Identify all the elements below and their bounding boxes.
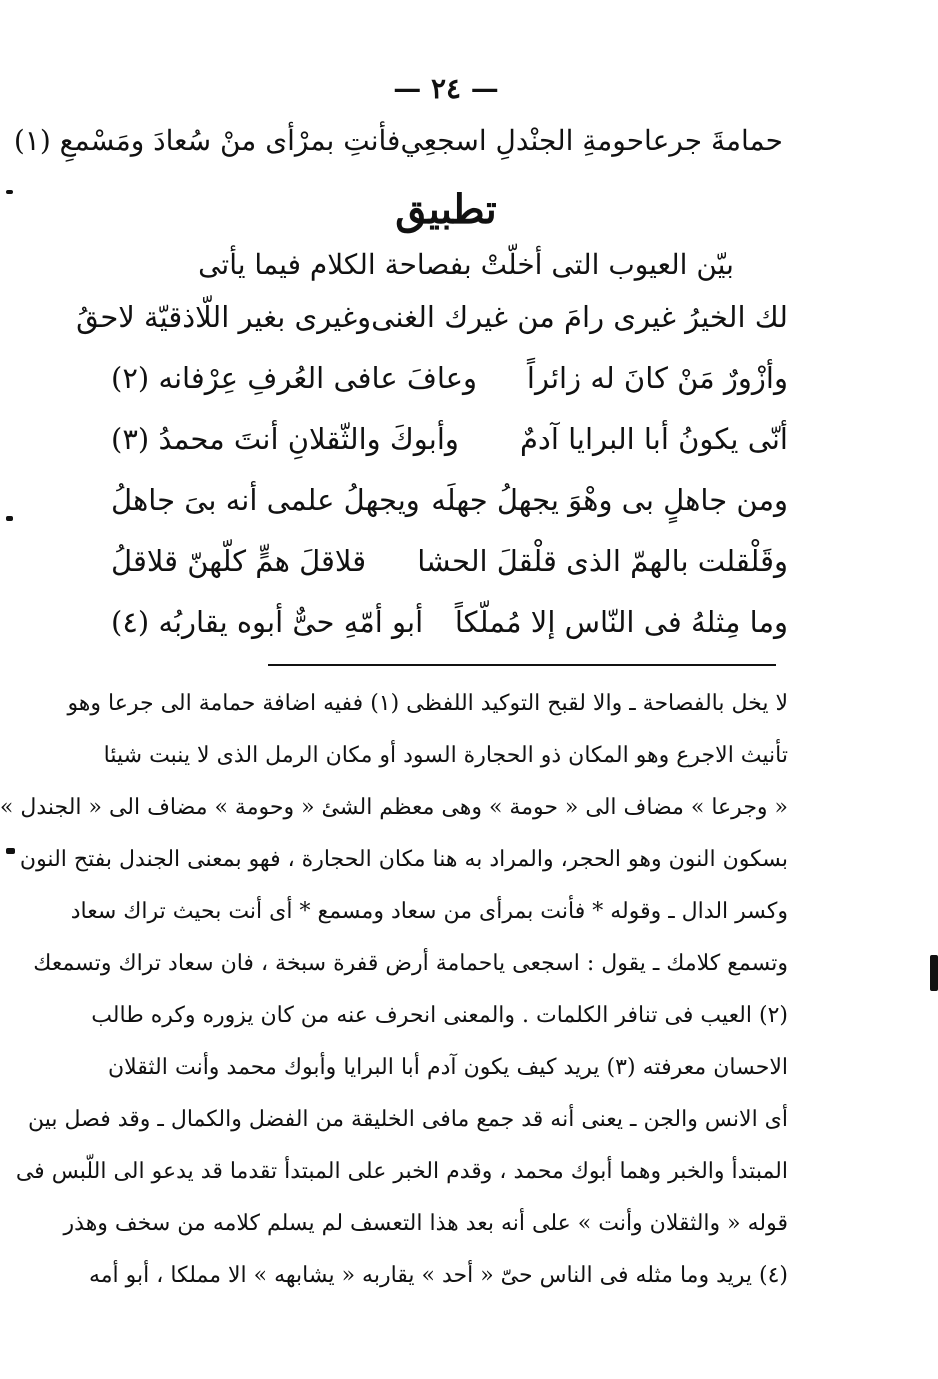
verse-list	[76, 300, 788, 666]
footnote-line: المبتدأ والخبر وهما أبوك محمد ، وقدم الخبر على المبتدأ تقدما قد يدعو الى اللّبس فى	[15, 1159, 788, 1184]
footnote-line: تأنيث الاجرع وهو المكان ذو الحجارة السود أو مكان الرمل الذى لا ينبت شيئا	[103, 743, 788, 768]
footnote-line: وتسمع كلامك ـ يقول : اسجعى ياحمامة أرض قفرة سبخة ، فان سعاد تراك وتسمعك	[33, 951, 788, 976]
footnote-line: لا يخل بالفصاحة ـ والا لقبح التوكيد اللفظى (١) ففيه اضافة حمامة الى جرعا وهو	[67, 691, 788, 716]
exercise-instruction: بيّن العيوب التى أخلّتْ بفصاحة الكلام فيما يأتى	[198, 248, 734, 281]
verse-second-hemistich: قلاقلَ همٍّ كلّهنّ قلاقلُ	[111, 544, 367, 578]
footnote-line: قوله « والثقلان وأنت » على أنه بعد هذا التعسف لم يسلم كلامه من سخف وهذر	[63, 1211, 788, 1236]
verse-second-hemistich: أبو أمّهِ حىٌّ أبوه يقاربُه (٤)	[111, 605, 424, 639]
margin-mark-right	[930, 955, 938, 991]
margin-mark-left-3	[6, 848, 15, 854]
verse-row	[76, 300, 788, 346]
verse-second-hemistich: وعافَ عافى العُرفِ عِرْفانه (٢)	[111, 361, 478, 395]
verse-row	[111, 361, 788, 407]
verse-first-hemistich: وما مِثلهُ فى النّاس إلا مُملّكاً	[454, 605, 788, 639]
footnotes	[0, 678, 788, 1302]
footnote-line: الاحسان معرفته (٣) يريد كيف يكون آدم أبا البرايا وأبوك محمد وأنت الثقلان	[108, 1055, 788, 1080]
verse-second-hemistich: وأبوكَ والثّقلانِ أنتَ محمدُ (٣)	[111, 422, 459, 456]
opening-verse	[13, 124, 783, 170]
opening-verse-second-hemistich: فأنتِ بمرْأى منْ سُعادَ ومَسْمعِ (١)	[13, 124, 401, 157]
verse-row	[111, 605, 788, 651]
footnote-line: بسكون النون وهو الحجر، والمراد به هنا مكان الحجارة ، فهو بمعنى الجندل بفتح النون	[19, 847, 788, 872]
footnote-line: وكسر الدال ـ وقوله * فأنت بمرأى من سعاد ومسمع * أى أنت بحيث تراك سعاد	[70, 899, 788, 924]
footnote-line: (٤) يريد وما مثله فى الناس حىّ « أحد » يقاربه « يشابهه » الا مملكا ، أبو أمه	[88, 1263, 788, 1288]
section-title: تطبيق	[395, 186, 497, 233]
verse-first-hemistich: وأزْورٌ مَنْ كانَ له زائراً	[526, 361, 788, 395]
footnote-line: (٢) العيب فى تنافر الكلمات . والمعنى انحرف عنه من كان يزوره وكره طالب	[91, 1003, 788, 1028]
verse-row	[111, 544, 788, 590]
verse-second-hemistich: ويجهلُ علمى أنه بىَ جاهلُ	[111, 483, 420, 517]
verse-row	[111, 483, 788, 529]
opening-verse-first-hemistich: حمامةَ جرعاحومةِ الجنْدلِ اسجعِي	[400, 124, 783, 157]
footnote-separator	[268, 664, 776, 666]
footnote-line: أى الانس والجن ـ يعنى أنه قد جمع مافى الخليقة من الفضل والكمال ـ وقد فصل بين	[27, 1107, 788, 1132]
verse-first-hemistich: وقَلْقلت بالهمّ الذى قلْقلَ الحشا	[417, 544, 788, 578]
verse-first-hemistich: ومن جاهلٍ بى وهْوَ يجهلُ جهلَه	[431, 483, 788, 517]
verse-row	[111, 422, 788, 468]
margin-mark-left-2	[6, 516, 13, 521]
page-number: — ٢٤ —	[393, 72, 499, 105]
footnote-line: « وجرعا » مضاف الى « حومة » وهى معظم الشئ « وحومة » مضاف الى « الجندل »	[0, 795, 788, 820]
verse-second-hemistich: وغيرى بغير اللّاذقيّة لاحقُ	[76, 300, 372, 334]
verse-first-hemistich: أنّى يكونُ أبا البرايا آدمٌ	[519, 422, 788, 456]
verse-first-hemistich: لك الخيرُ غيرى رامَ من غيرك الغنى	[371, 300, 788, 334]
